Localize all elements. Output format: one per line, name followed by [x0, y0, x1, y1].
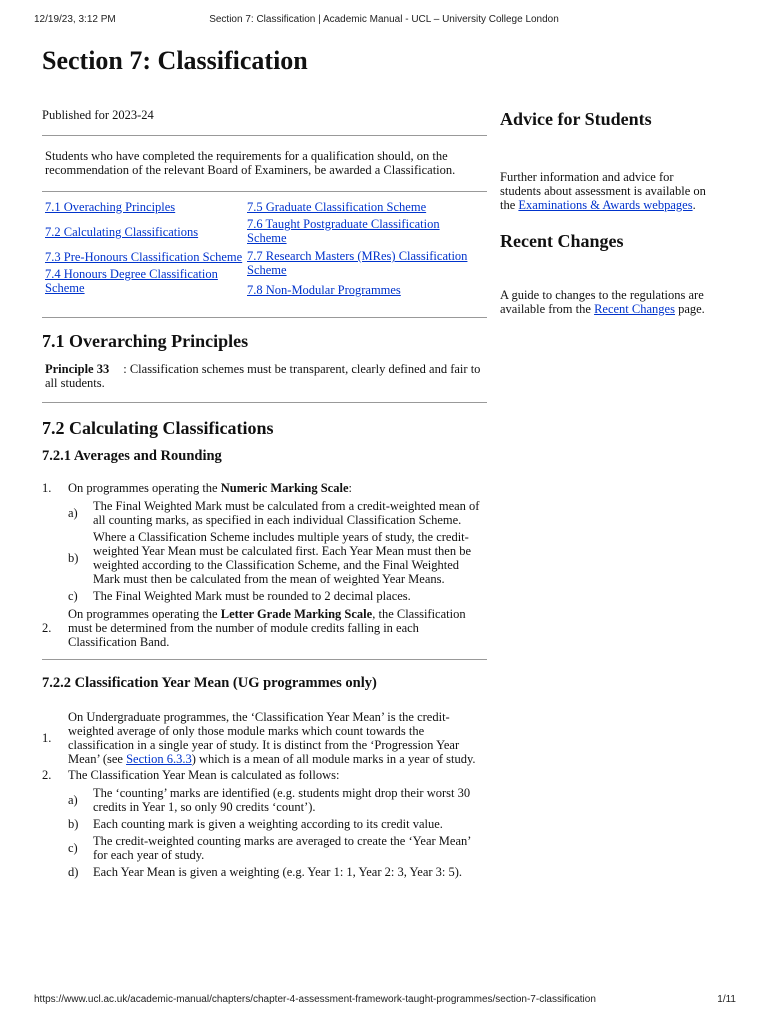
- section-7-2-heading: 7.2 Calculating Classifications: [42, 418, 274, 438]
- advice-text: Further information and advice for students about assessment is available on the Examinations & Awards webpages.: [500, 170, 706, 212]
- list-item: b) Each counting mark is given a weighting according to its credit value.: [68, 817, 443, 831]
- subsection-7-2-1-heading: 7.2.1 Averages and Rounding: [42, 448, 222, 464]
- toc-link-7-3[interactable]: 7.3 Pre-Honours Classification Scheme: [45, 250, 243, 264]
- main-content: [42, 108, 487, 883]
- sub-list: [68, 499, 487, 603]
- sidebar: [500, 108, 715, 338]
- principle-33: Principle 33 : Classification schemes must be transparent, clearly defined and fair to all students.: [42, 362, 487, 403]
- averages-list: [42, 481, 487, 649]
- toc-link-7-8[interactable]: 7.8 Non-Modular Programmes: [247, 283, 401, 297]
- print-url: https://www.ucl.ac.uk/academic-manual/chapters/chapter-4-assessment-framework-taught-programmes/section-7-classification: [34, 994, 596, 1005]
- toc-link-7-2[interactable]: 7.2 Calculating Classifications: [45, 225, 199, 239]
- examinations-awards-link[interactable]: Examinations & Awards webpages: [518, 198, 693, 212]
- toc-link-7-7[interactable]: 7.7 Research Masters (MRes) Classification Scheme: [247, 249, 468, 277]
- list-item: c) The Final Weighted Mark must be rounded to 2 decimal places.: [68, 589, 411, 603]
- section-6-3-3-link[interactable]: Section 6.3.3: [126, 752, 192, 766]
- toc-left-column: [45, 200, 247, 308]
- print-doc-title: Section 7: Classification | Academic Manual - UCL – University College London: [209, 14, 559, 25]
- toc-link-7-1[interactable]: 7.1 Overaching Principles: [45, 200, 176, 214]
- toc-link-7-5[interactable]: 7.5 Graduate Classification Scheme: [247, 200, 427, 214]
- recent-changes-heading: Recent Changes: [500, 231, 624, 251]
- list-item: 1. On Undergraduate programmes, the ‘Classification Year Mean’ is the credit-weighted average of only those module marks which count towards the classification in a single year of study. It is distinct from the ‘Progression Year Mean’ (see Section 6.3.3) which is a mean of all module marks in a year of study.: [42, 710, 476, 766]
- year-mean-list: [42, 710, 487, 879]
- sub-list: [68, 786, 487, 879]
- recent-changes-link[interactable]: Recent Changes: [594, 302, 675, 316]
- published-note: Published for 2023-24: [42, 108, 487, 136]
- list-item: d) Each Year Mean is given a weighting (e.g. Year 1: 1, Year 2: 3, Year 3: 5).: [68, 865, 463, 879]
- principle-text: Classification schemes must be transparent, clearly defined and fair to all students.: [45, 362, 481, 390]
- advice-heading: Advice for Students: [500, 109, 652, 129]
- principle-label: Principle 33: [45, 362, 110, 376]
- recent-changes-text: A guide to changes to the regulations are available from the Recent Changes page.: [500, 288, 705, 316]
- list-item: 1. On programmes operating the Numeric Marking Scale: a) The Final Weighted Mark must be calculated from a credit-weighted mean of all counting marks, as specified in each individual Classification Scheme. b) Where a Classification Scheme includes multiple years of study, the credit-weighted Year Mean must be calculated first. Each Year Mean must then be weighted according to the Classification Scheme, and the Final Weighted Mark must then be calculated from the mean of weighted Year Means. c) The Final Weighted Mark must be rounded to 2 decimal places.: [42, 481, 487, 603]
- subsection-7-2-2-heading: 7.2.2 Classification Year Mean (UG programmes only): [42, 675, 377, 691]
- list-item: a) The ‘counting’ marks are identified (e.g. students might drop their worst 30 credits in Year 1, so only 90 credits ‘count’).: [68, 786, 471, 814]
- print-page-number: 1/11: [717, 994, 736, 1005]
- toc-link-7-4[interactable]: 7.4 Honours Degree Classification Scheme: [45, 267, 218, 295]
- list-item: 2. The Classification Year Mean is calculated as follows: a) The ‘counting’ marks are identified (e.g. students might drop their worst 30 credits in Year 1, so only 90 credits ‘count’). b) Each counting mark is given a weighting according to its credit value. c) The credit-weighted counting marks are averaged to create the ‘Year Mean’ for each year of study. d) Each Year Mean is given a weighting (e.g. Year 1: 1, Year 2: 3, Year 3: 5).: [42, 768, 487, 879]
- divider: [42, 659, 487, 660]
- intro-text: Students who have completed the requirements for a qualification should, on the recommendation of the relevant Board of Examiners, be awarded a Classification.: [42, 149, 487, 192]
- list-item: a) The Final Weighted Mark must be calculated from a credit-weighted mean of all counting marks, as specified in each individual Classification Scheme.: [68, 499, 480, 527]
- toc-link-7-6[interactable]: 7.6 Taught Postgraduate Classification Scheme: [247, 217, 440, 245]
- print-datetime: 12/19/23, 3:12 PM: [34, 14, 116, 25]
- list-item: 2. On programmes operating the Letter Grade Marking Scale, the Classification must be determined from the number of module credits falling in each Classification Band.: [42, 607, 466, 649]
- section-7-1-heading: 7.1 Overarching Principles: [42, 331, 249, 351]
- page-title: Section 7: Classification: [42, 46, 308, 75]
- toc-right-column: [247, 200, 482, 308]
- list-item: c) The credit-weighted counting marks are averaged to create the ‘Year Mean’ for each year of study.: [68, 834, 471, 862]
- list-item: b) Where a Classification Scheme includes multiple years of study, the credit-weighted Year Mean must be calculated first. Each Year Mean must then be weighted according to the Classification Scheme, and the Final Weighted Mark must then be calculated from the mean of weighted Year Means.: [68, 530, 472, 586]
- table-of-contents: [42, 200, 487, 318]
